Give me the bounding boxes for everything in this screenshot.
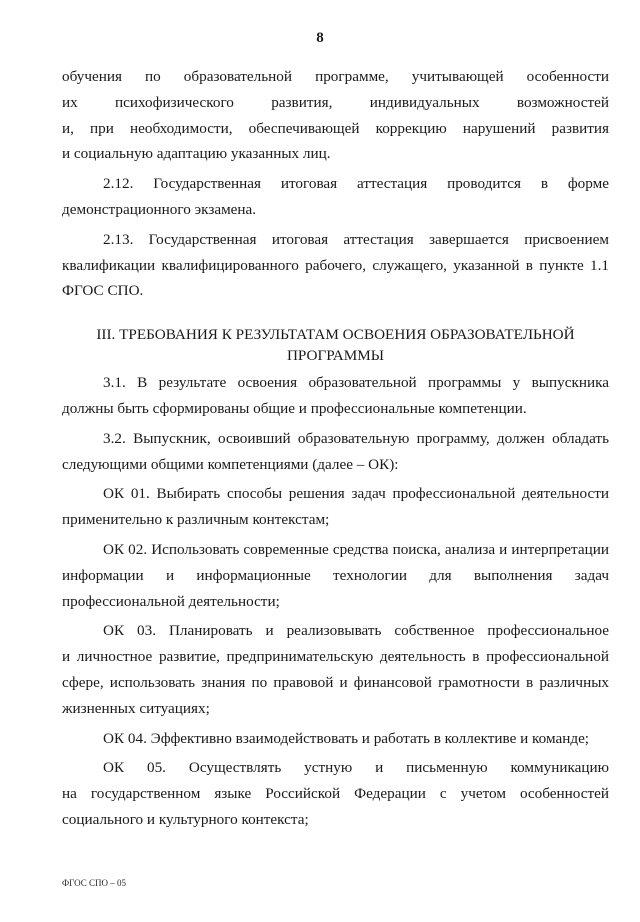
text-line: ОК 02. Использовать современные средства поиска, анализа и интерпретации xyxy=(103,540,609,558)
competency-ok-03 xyxy=(62,618,609,721)
competency-ok-02 xyxy=(62,537,609,614)
text-line: и социальную адаптацию указанных лиц. xyxy=(62,145,331,163)
text-line: ОК 04. Эффективно взаимодействовать и работать в коллективе и команде; xyxy=(103,729,590,747)
paragraph-2-13 xyxy=(62,227,609,304)
text-line: на государственном языке Российской Федерации с учетом особенностей xyxy=(62,785,609,803)
text-line: 3.2. Выпускник, освоивший образовательную программу, должен обладать xyxy=(103,429,609,447)
text-line: ФГОС СПО. xyxy=(62,282,144,300)
text-line: социального и культурного контекста; xyxy=(62,810,309,828)
text-line: следующими общими компетенциями (далее – ОК): xyxy=(62,455,399,473)
text-line: 2.13. Государственная итоговая аттестация завершается присвоением xyxy=(103,230,609,248)
text-line: демонстрационного экзамена. xyxy=(62,200,257,218)
competency-ok-05 xyxy=(62,755,609,832)
document-body xyxy=(62,64,609,833)
page-number: 8 xyxy=(316,30,324,46)
text-line: применительно к различным контекстам; xyxy=(62,511,330,529)
paragraph-3-1 xyxy=(62,370,609,422)
text-line: ОК 01. Выбирать способы решения задач профессиональной деятельности xyxy=(103,485,609,503)
heading-line: ПРОГРАММЫ xyxy=(286,347,385,365)
text-line: ОК 05. Осуществлять устную и письменную коммуникацию xyxy=(103,759,609,777)
text-line: 3.1. В результате освоения образовательной программы у выпускника xyxy=(103,374,609,392)
text-line: должны быть сформированы общие и профессиональные компетенции. xyxy=(62,399,527,417)
heading-line: III. ТРЕБОВАНИЯ К РЕЗУЛЬТАТАМ ОСВОЕНИЯ ОБРАЗОВАТЕЛЬНОЙ xyxy=(96,326,575,344)
paragraph-continuation xyxy=(62,64,609,167)
text-line: информации и информационные технологии для выполнения задач xyxy=(62,566,609,584)
text-line: 2.12. Государственная итоговая аттестация проводится в форме xyxy=(103,175,609,193)
text-line: квалификации квалифицированного рабочего, служащего, указанной в пункте 1.1 xyxy=(62,256,609,274)
text-line: сфере, использовать знания по правовой и финансовой грамотности в различных xyxy=(62,673,609,691)
text-line: ОК 03. Планировать и реализовывать собственное профессиональное xyxy=(103,622,609,640)
section-heading xyxy=(62,324,609,366)
text-line: обучения по образовательной программе, учитывающей особенности xyxy=(62,68,609,85)
text-line: профессиональной деятельности; xyxy=(62,592,280,610)
text-line: и личностное развитие, предпринимательскую деятельность в профессиональной xyxy=(62,648,609,666)
competency-ok-04 xyxy=(62,726,609,752)
competency-ok-01 xyxy=(62,481,609,533)
footer-code: ФГОС СПО – 05 xyxy=(62,878,126,888)
text-line: жизненных ситуациях; xyxy=(62,699,210,717)
paragraph-2-12 xyxy=(62,171,609,223)
text-line: и, при необходимости, обеспечивающей коррекцию нарушений развития xyxy=(62,119,609,137)
text-line: их психофизического развития, индивидуальных возможностей xyxy=(62,93,609,111)
paragraph-3-2 xyxy=(62,426,609,478)
